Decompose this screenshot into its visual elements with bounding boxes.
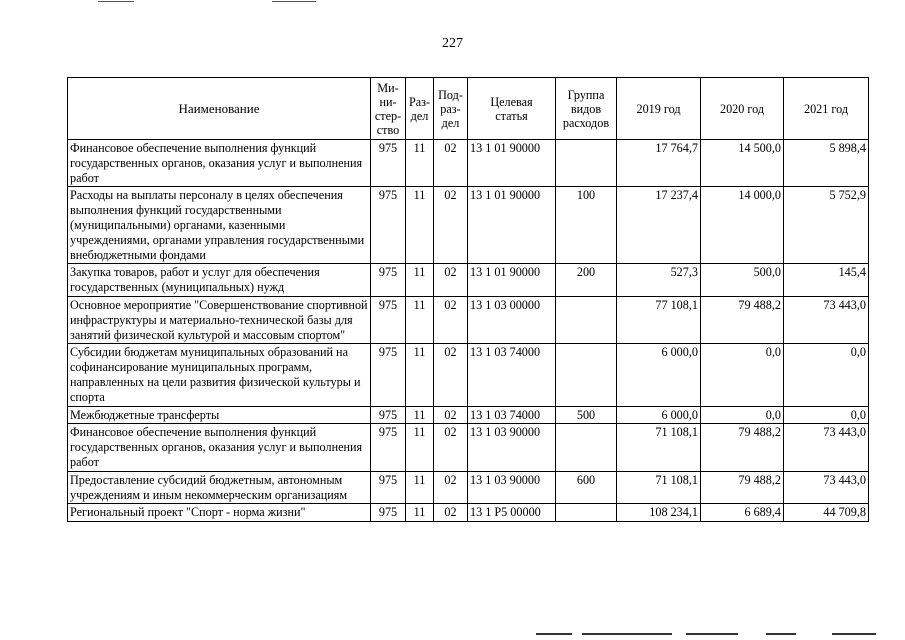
- row-value-2020: 6 689,4: [701, 504, 784, 522]
- row-target: 13 1 P5 00000: [468, 504, 556, 522]
- table-row: [68, 296, 869, 343]
- header-name: Наименование: [68, 78, 371, 140]
- row-value-2019: 17 764,7: [617, 140, 701, 187]
- row-target: 13 1 03 00000: [468, 296, 556, 343]
- row-value-2019: 77 108,1: [617, 296, 701, 343]
- row-value-2020: 79 488,2: [701, 296, 784, 343]
- row-value-2021: 0,0: [784, 406, 869, 424]
- row-section: 11: [406, 140, 434, 187]
- scan-artifact-line: [582, 633, 672, 635]
- row-section: 11: [406, 406, 434, 424]
- row-name: Субсидии бюджетам муниципальных образований на софинансирование муниципальных программ, направленных на цели развития физической культуры и спорта: [68, 344, 371, 406]
- header-target: Целевая статья: [468, 78, 556, 140]
- row-value-2021: 0,0: [784, 344, 869, 406]
- row-value-2021: 73 443,0: [784, 471, 869, 504]
- row-target: 13 1 03 90000: [468, 471, 556, 504]
- row-value-2020: 500,0: [701, 264, 784, 297]
- table-row: [68, 471, 869, 504]
- row-expense-group: 600: [556, 471, 617, 504]
- scan-artifact-line: [272, 1, 316, 2]
- row-expense-group: [556, 296, 617, 343]
- row-value-2020: 0,0: [701, 406, 784, 424]
- row-ministry: 975: [371, 296, 406, 343]
- scan-artifact-line: [98, 1, 134, 2]
- row-value-2021: 44 709,8: [784, 504, 869, 522]
- row-section: 11: [406, 296, 434, 343]
- row-expense-group: 200: [556, 264, 617, 297]
- row-subsection: 02: [434, 344, 468, 406]
- row-target: 13 1 01 90000: [468, 264, 556, 297]
- row-section: 11: [406, 344, 434, 406]
- row-target: 13 1 03 74000: [468, 344, 556, 406]
- budget-table: [67, 77, 869, 522]
- row-name: Закупка товаров, работ и услуг для обеспечения государственных (муниципальных) нужд: [68, 264, 371, 297]
- table-row: [68, 264, 869, 297]
- table-row: [68, 344, 869, 406]
- header-expense-group: Группа видов расходов: [556, 78, 617, 140]
- row-expense-group: 100: [556, 187, 617, 264]
- row-name: Финансовое обеспечение выполнения функций государственных органов, оказания услуг и выполнения работ: [68, 424, 371, 471]
- row-subsection: 02: [434, 504, 468, 522]
- row-ministry: 975: [371, 406, 406, 424]
- scan-artifact-line: [832, 633, 876, 635]
- row-ministry: 975: [371, 140, 406, 187]
- row-subsection: 02: [434, 264, 468, 297]
- row-value-2020: 14 000,0: [701, 187, 784, 264]
- row-value-2021: 73 443,0: [784, 424, 869, 471]
- row-target: 13 1 01 90000: [468, 140, 556, 187]
- row-target: 13 1 03 90000: [468, 424, 556, 471]
- row-name: Расходы на выплаты персоналу в целях обеспечения выполнения функций государственными (муниципальными) органами, казенными учреждениями, органами управления государственными внебюджетными фондами: [68, 187, 371, 264]
- header-section: Раз- дел: [406, 78, 434, 140]
- row-subsection: 02: [434, 140, 468, 187]
- row-ministry: 975: [371, 471, 406, 504]
- row-subsection: 02: [434, 424, 468, 471]
- row-value-2020: 79 488,2: [701, 424, 784, 471]
- header-subsection: Под- раз- дел: [434, 78, 468, 140]
- row-value-2019: 71 108,1: [617, 424, 701, 471]
- row-expense-group: [556, 344, 617, 406]
- table-header-row: [68, 78, 869, 140]
- table-row: [68, 406, 869, 424]
- header-2020: 2020 год: [701, 78, 784, 140]
- row-target: 13 1 01 90000: [468, 187, 556, 264]
- row-name: Основное мероприятие "Совершенствование спортивной инфраструктуры и материально-технической базы для занятий физической культурой и массовым спортом": [68, 296, 371, 343]
- header-2019: 2019 год: [617, 78, 701, 140]
- row-value-2020: 14 500,0: [701, 140, 784, 187]
- row-ministry: 975: [371, 504, 406, 522]
- row-value-2019: 527,3: [617, 264, 701, 297]
- row-value-2019: 6 000,0: [617, 406, 701, 424]
- row-value-2021: 145,4: [784, 264, 869, 297]
- row-target: 13 1 03 74000: [468, 406, 556, 424]
- row-name: Финансовое обеспечение выполнения функций государственных органов, оказания услуг и выполнения работ: [68, 140, 371, 187]
- scan-artifact-line: [536, 633, 572, 635]
- row-value-2020: 79 488,2: [701, 471, 784, 504]
- row-value-2021: 73 443,0: [784, 296, 869, 343]
- scan-artifact-line: [686, 633, 738, 635]
- row-expense-group: 500: [556, 406, 617, 424]
- row-value-2019: 71 108,1: [617, 471, 701, 504]
- table-row: [68, 140, 869, 187]
- row-subsection: 02: [434, 187, 468, 264]
- row-subsection: 02: [434, 296, 468, 343]
- row-name: Межбюджетные трансферты: [68, 406, 371, 424]
- row-section: 11: [406, 504, 434, 522]
- table-row: [68, 424, 869, 471]
- row-value-2019: 6 000,0: [617, 344, 701, 406]
- row-expense-group: [556, 504, 617, 522]
- table-row: [68, 504, 869, 522]
- row-ministry: 975: [371, 424, 406, 471]
- row-section: 11: [406, 471, 434, 504]
- row-expense-group: [556, 424, 617, 471]
- row-ministry: 975: [371, 264, 406, 297]
- row-subsection: 02: [434, 471, 468, 504]
- page-number: 227: [442, 36, 463, 51]
- header-ministry: Ми- ни- стер- ство: [371, 78, 406, 140]
- row-name: Региональный проект "Спорт - норма жизни": [68, 504, 371, 522]
- row-ministry: 975: [371, 344, 406, 406]
- row-section: 11: [406, 187, 434, 264]
- scan-artifact-line: [766, 633, 796, 635]
- row-value-2019: 17 237,4: [617, 187, 701, 264]
- row-value-2021: 5 898,4: [784, 140, 869, 187]
- row-section: 11: [406, 424, 434, 471]
- row-subsection: 02: [434, 406, 468, 424]
- row-ministry: 975: [371, 187, 406, 264]
- row-value-2020: 0,0: [701, 344, 784, 406]
- row-value-2021: 5 752,9: [784, 187, 869, 264]
- table-row: [68, 187, 869, 264]
- row-section: 11: [406, 264, 434, 297]
- row-value-2019: 108 234,1: [617, 504, 701, 522]
- row-name: Предоставление субсидий бюджетным, автономным учреждениям и иным некоммерческим организациям: [68, 471, 371, 504]
- row-expense-group: [556, 140, 617, 187]
- header-2021: 2021 год: [784, 78, 869, 140]
